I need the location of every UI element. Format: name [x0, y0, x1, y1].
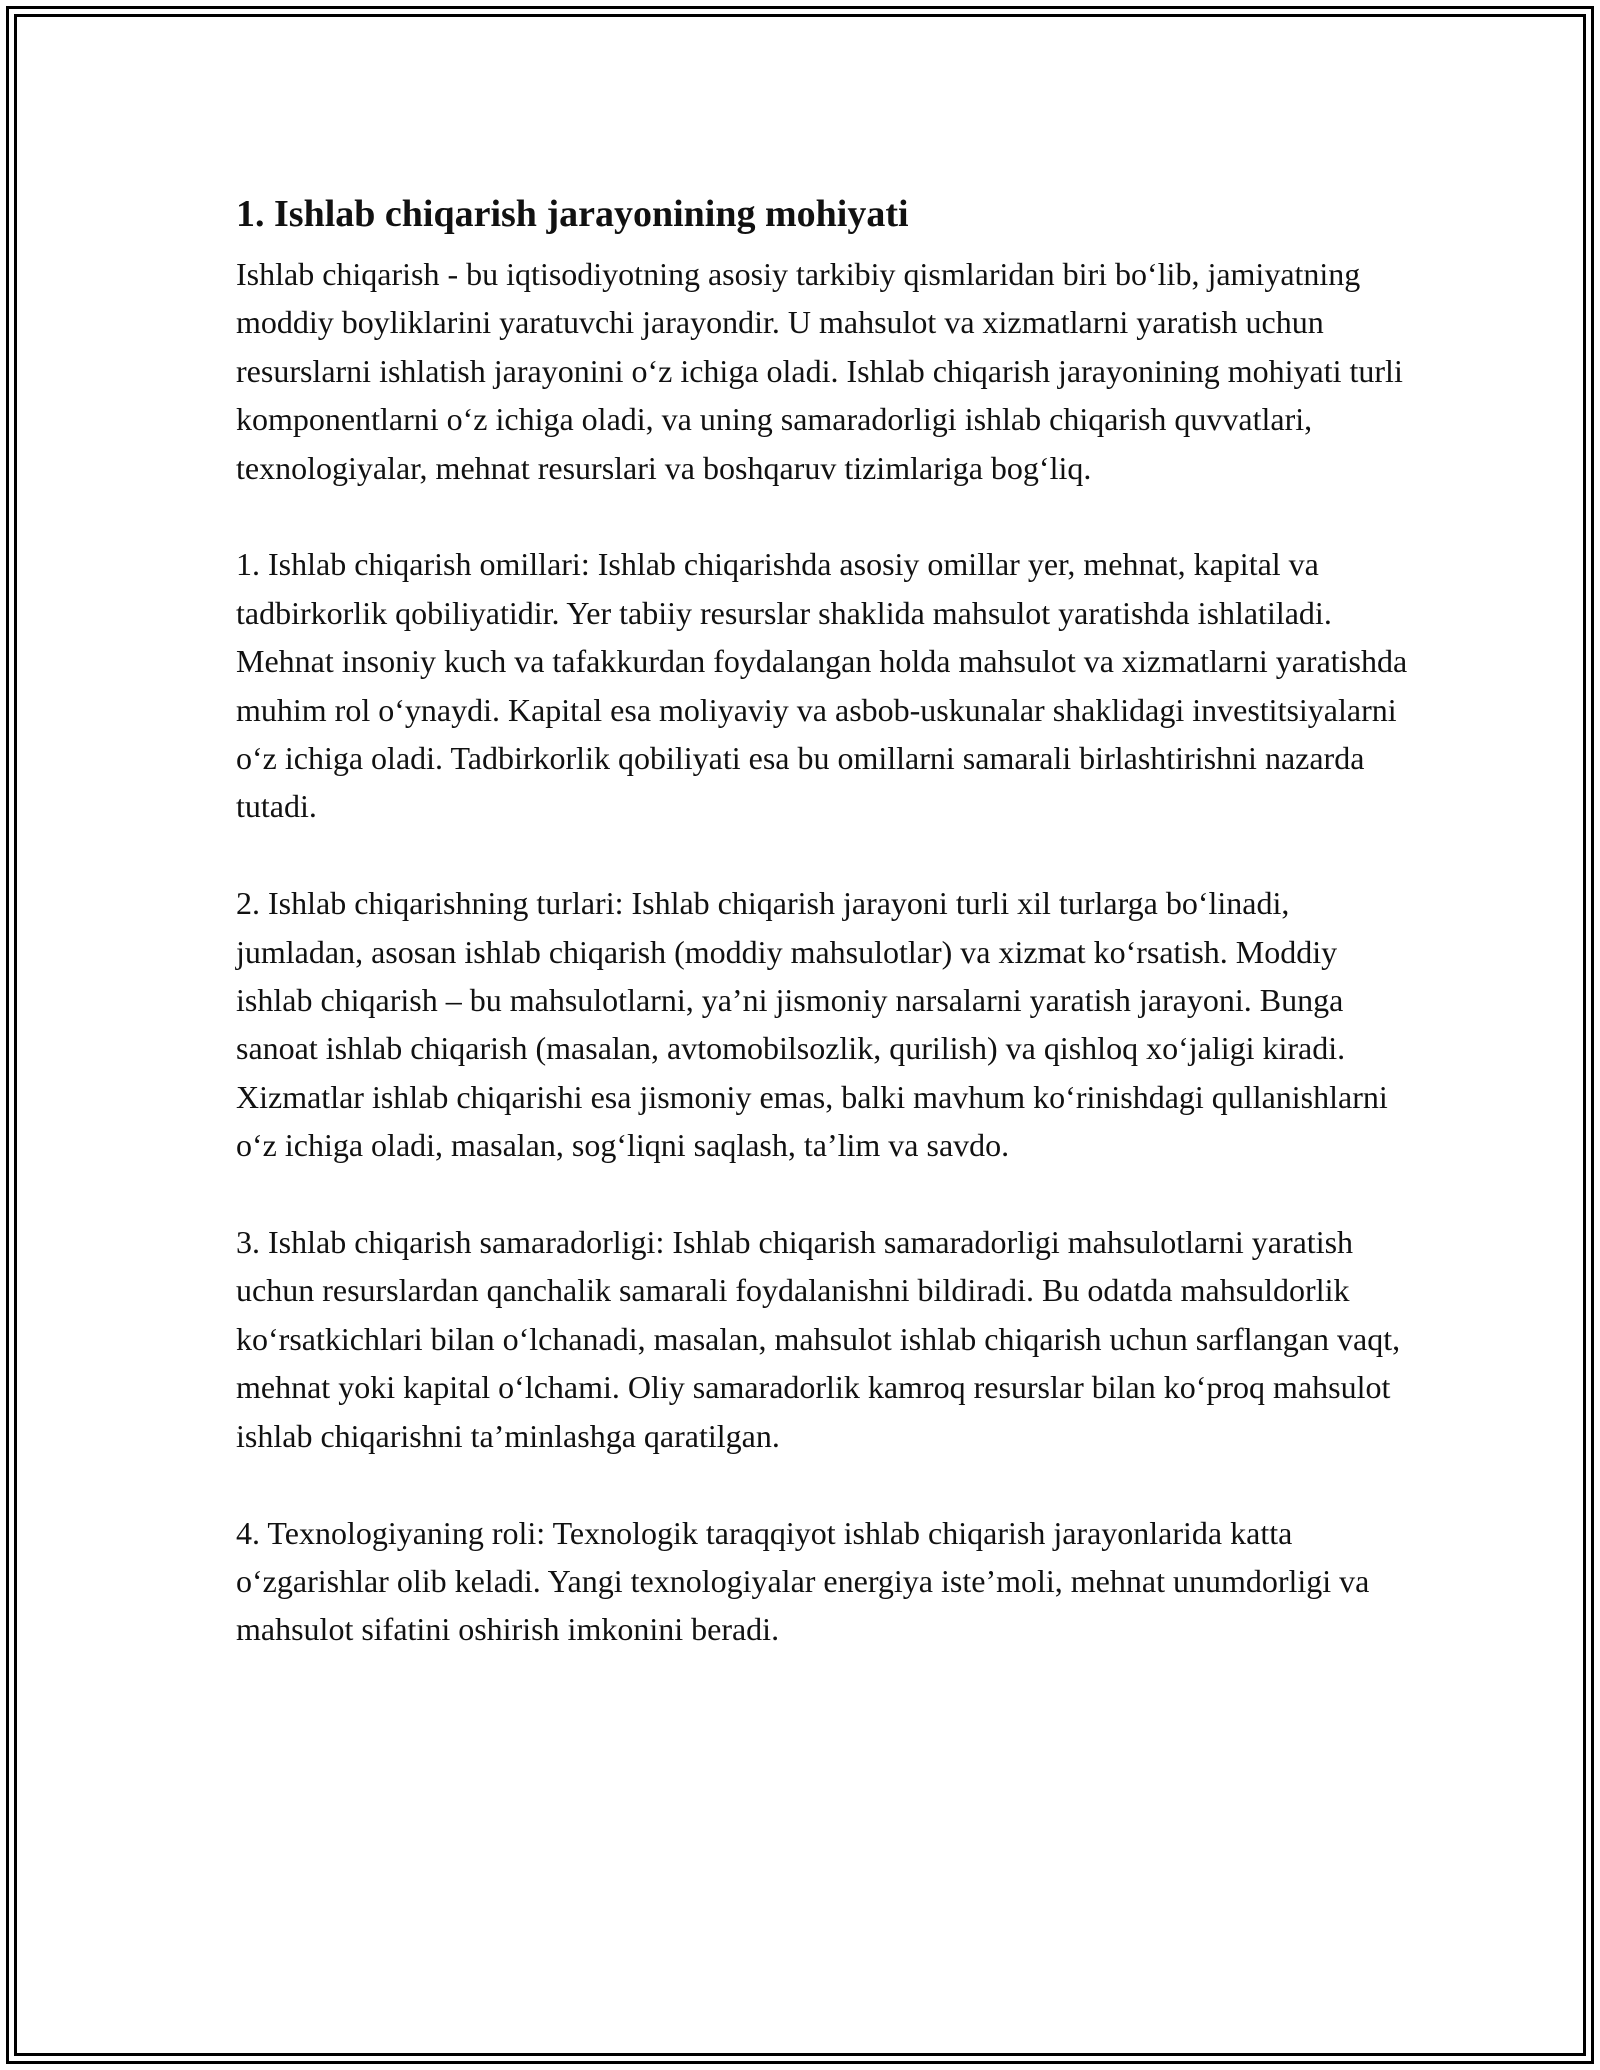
section-heading: 1. Ishlab chiqarish jarayonining mohiyati [236, 193, 909, 235]
document-body [236, 186, 1416, 1654]
intro-paragraph: Ishlab chiqarish - bu iqtisodiyotning asosiy tarkibiy qismlaridan biri bo‘lib, jamiyatning moddiy boyliklarini yaratuvchi jarayondir. U mahsulot va xizmatlarni yaratish uchun resurslarni ishlatish jarayonini o‘z ichiga oladi. Ishlab chiqarish jarayonining mohiyati turli komponentlarni o‘z ichiga oladi, va uning samaradorligi ishlab chiqarish quvvatlari, texnologiyalar, mehnat resurslari va boshqaruv tizimlariga bog‘liq. [236, 256, 1403, 486]
paragraph-production-factors: 1. Ishlab chiqarish omillari: Ishlab chiqarishda asosiy omillar yer, mehnat, kapital va tadbirkorlik qobiliyatidir. Yer tabiiy resurslar shaklida mahsulot yaratishda ishlatiladi. Mehnat insoniy kuch va tafakkurdan foydalangan holda mahsulot va xizmatlarni yaratishda muhim rol o‘ynaydi. Kapital esa moliyaviy va asbob-uskunalar shaklidagi investitsiyalarni o‘z ichiga oladi. Tadbirkorlik qobiliyati esa bu omillarni samarali birlashtirishni nazarda tutadi. [236, 546, 1408, 825]
paragraph-production-types: 2. Ishlab chiqarishning turlari: Ishlab chiqarish jarayoni turli xil turlarga bo‘linadi, jumladan, asosan ishlab chiqarish (moddiy mahsulotlar) va xizmat ko‘rsatish. Moddiy ishlab chiqarish – bu mahsulotlarni, ya’ni jismoniy narsalarni yaratish jarayoni. Bunga sanoat ishlab chiqarish (masalan, avtomobilsozlik, qurilish) va qishloq xo‘jaligi kiradi. Xizmatlar ishlab chiqarishi esa jismoniy emas, balki mavhum ko‘rinishdagi qullanishlarni o‘z ichiga oladi, masalan, sog‘liqni saqlash, ta’lim va savdo. [236, 885, 1388, 1164]
paragraph-technology-role: 4. Texnologiyaning roli: Texnologik taraqqiyot ishlab chiqarish jarayonlarida katta o‘zgarishlar olib keladi. Yangi texnologiyalar energiya iste’moli, mehnat unumdorligi va mahsulot sifatini oshirish imkonini beradi. [236, 1514, 1370, 1648]
paragraph-production-efficiency: 3. Ishlab chiqarish samaradorligi: Ishlab chiqarish samaradorligi mahsulotlarni yaratish uchun resurslardan qanchalik samarali foydalanishni bildiradi. Bu odatda mahsuldorlik ko‘rsatkichlari bilan o‘lchanadi, masalan, mahsulot ishlab chiqarish uchun sarflangan vaqt, mehnat yoki kapital o‘lchami. Oliy samaradorlik kamroq resurslar bilan ko‘proq mahsulot ishlab chiqarishni ta’minlashga qaratilgan. [236, 1224, 1401, 1454]
